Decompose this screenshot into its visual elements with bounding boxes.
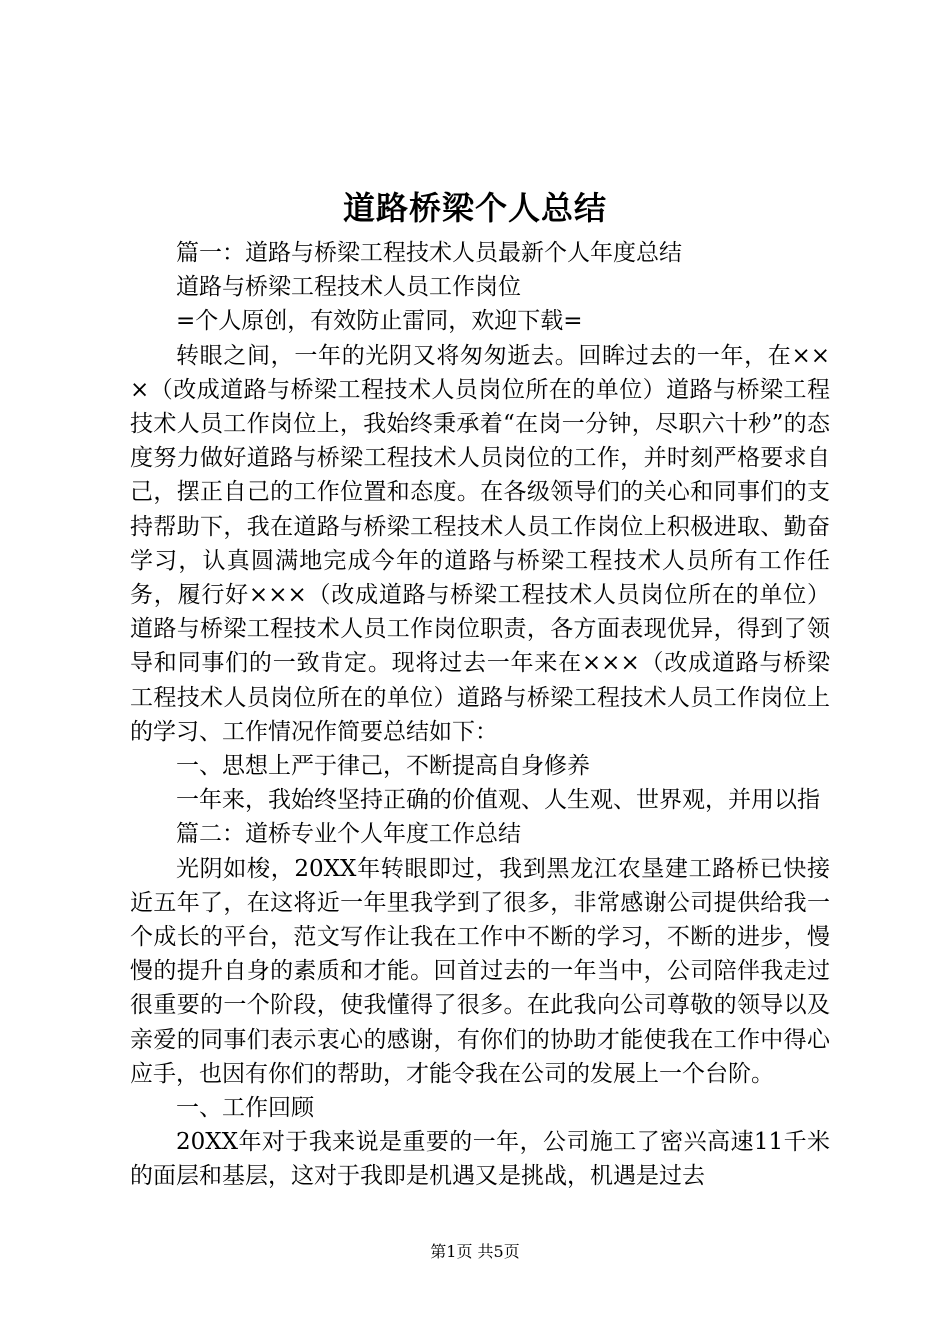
section-heading-2: 篇二：道桥专业个人年度工作总结 <box>176 821 521 848</box>
body-paragraph: 一年来，我始终坚持正确的价值观、人生观、世界观，并用以指 <box>176 787 820 814</box>
document-title: 道路桥梁个人总结 <box>342 189 607 227</box>
subheading-position: 道路与桥梁工程技术人员工作岗位 <box>176 274 521 301</box>
page-number: 第1页 共5页 <box>430 1242 520 1261</box>
subheading-thought: 一、思想上严于律己，不断提高自身修养 <box>176 753 590 780</box>
body-paragraph: 转眼之间，一年的光阴又将匆匆逝去。回眸过去的一年，在×××（改成道路与桥梁工程技术人员岗位所在的单位）道路与桥梁工程技术人员工作岗位上，我始终秉承着“在岗一分钟，尽职六十秒”的态度努力做好道路与桥梁工程技术人员岗位的工作，并时刻严格要求自己，摆正自己的工作位置和态度。在各级领导们的关心和同事们的支持帮助下，我在道路与桥梁工程技术人员工作岗位上积极进取、勤奋学习，认真圆满地完成今年的道路与桥梁工程技术人员所有工作任务，履行好×××（改成道路与桥梁工程技术人员岗位所在的单位）道路与桥梁工程技术人员工作岗位职责，各方面表现优异，得到了领导和同事们的一致肯定。现将过去一年来在×××（改成道路与桥梁工程技术人员岗位所在的单位）道路与桥梁工程技术人员工作岗位上的学习、工作情况作简要总结如下： <box>130 342 830 745</box>
document-body <box>130 236 830 1194</box>
body-paragraph: 20XX年对于我来说是重要的一年，公司施工了密兴高速11千米的面层和基层，这对于我即是机遇又是挑战，机遇是过去 <box>130 1129 830 1190</box>
body-paragraph: 光阴如梭，20XX年转眼即过，我到黑龙江农垦建工路桥已快接近五年了，在这将近一年里我学到了很多，非常感谢公司提供给我一个成长的平台，范文写作让我在工作中不断的学习，不断的进步，慢慢的提升自身的素质和才能。回首过去的一年当中，公司陪伴我走过很重要的一个阶段，使我懂得了很多。在此我向公司尊敬的领导以及亲爱的同事们表示衷心的感谢，有你们的协助才能使我在工作中得心应手，也因有你们的帮助，才能令我在公司的发展上一个台阶。 <box>130 855 830 1087</box>
original-notice: =个人原创，有效防止雷同，欢迎下载= <box>176 308 583 335</box>
section-heading-1: 篇一：道路与桥梁工程技术人员最新个人年度总结 <box>176 240 682 266</box>
subheading-review: 一、工作回顾 <box>176 1095 314 1122</box>
